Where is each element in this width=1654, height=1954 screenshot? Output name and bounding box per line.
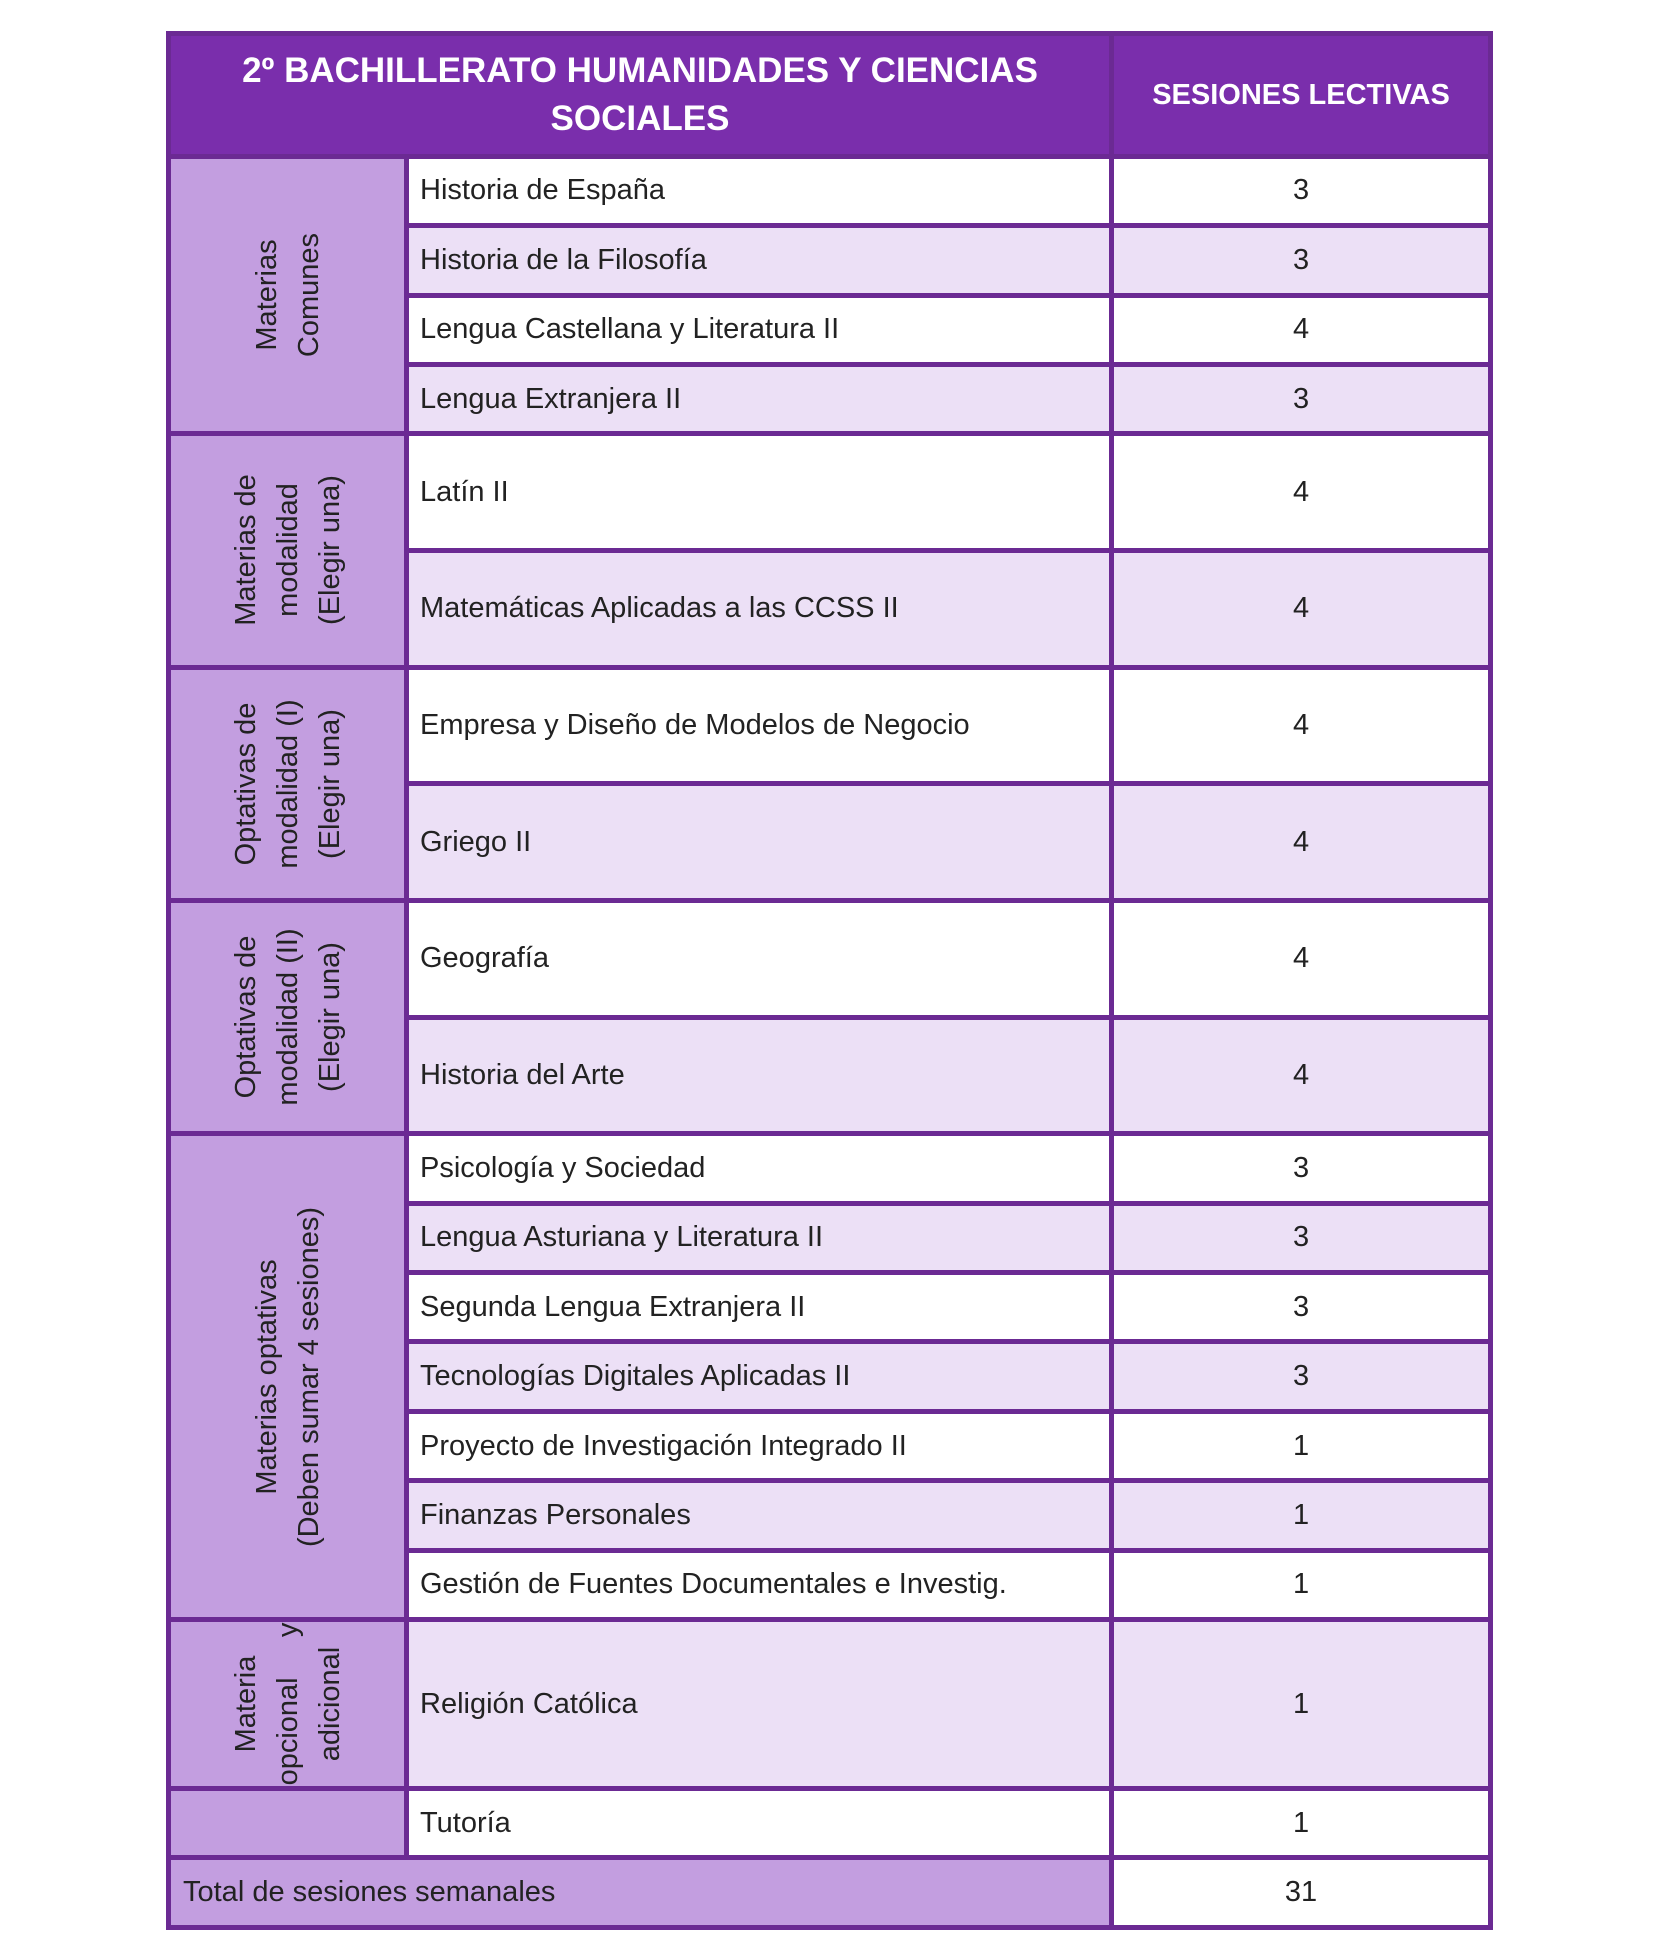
category-line: modalidad (II) — [271, 928, 304, 1106]
table-header-row — [171, 36, 1488, 154]
category-optativas-modalidad-2 — [171, 903, 404, 1131]
total-row — [171, 1860, 1488, 1925]
total-value: 31 — [1114, 1860, 1488, 1925]
session-count: 1 — [1114, 1553, 1488, 1617]
subject-name: Matemáticas Aplicadas a las CCSS II — [409, 553, 1109, 665]
category-line: Materias — [250, 239, 283, 351]
table-row — [171, 1791, 1488, 1855]
subject-name: Lengua Extranjera II — [409, 367, 1109, 431]
session-count: 3 — [1114, 228, 1488, 292]
subject-name: Finanzas Personales — [409, 1483, 1109, 1547]
category-line: adicional — [313, 1646, 346, 1762]
session-count: 1 — [1114, 1791, 1488, 1855]
subject-name: Historia del Arte — [409, 1020, 1109, 1132]
subject-name: Empresa y Diseño de Modelos de Negocio — [409, 670, 1109, 782]
category-line: Optativas de — [229, 702, 262, 866]
session-count: 4 — [1114, 298, 1488, 362]
table-row — [171, 670, 1488, 782]
session-count: 3 — [1114, 1206, 1488, 1270]
category-materias-comunes — [171, 159, 404, 432]
session-count: 1 — [1114, 1622, 1488, 1786]
category-line: modalidad (I) — [271, 699, 304, 869]
subject-name: Geografía — [409, 903, 1109, 1015]
session-count: 1 — [1114, 1414, 1488, 1478]
subject-name: Tecnologías Digitales Aplicadas II — [409, 1344, 1109, 1408]
session-count: 3 — [1114, 367, 1488, 431]
subject-name: Tutoría — [409, 1791, 1109, 1855]
category-materia-opcional — [171, 1622, 404, 1786]
subject-name: Psicología y Sociedad — [409, 1136, 1109, 1200]
session-count: 3 — [1114, 1275, 1488, 1339]
total-label: Total de sesiones semanales — [171, 1860, 1109, 1925]
schedule-table — [166, 31, 1493, 1930]
subject-name: Religión Católica — [409, 1622, 1109, 1786]
subject-name: Lengua Asturiana y Literatura II — [409, 1206, 1109, 1270]
category-line: modalidad — [271, 483, 304, 618]
table-title-line-2: SOCIALES — [550, 98, 730, 138]
session-count: 4 — [1114, 553, 1488, 665]
category-materias-modalidad — [171, 436, 404, 664]
category-line: (Elegir una) — [313, 942, 346, 1093]
session-count: 3 — [1114, 1344, 1488, 1408]
table-row — [171, 903, 1488, 1015]
session-count: 3 — [1114, 159, 1488, 223]
category-line: (Elegir una) — [313, 475, 346, 626]
table-row — [171, 1136, 1488, 1200]
subject-name: Latín II — [409, 436, 1109, 548]
table-title-line-1: 2º BACHILLERATO HUMANIDADES Y CIENCIAS — [242, 50, 1038, 90]
session-count: 4 — [1114, 786, 1488, 898]
session-count: 4 — [1114, 1020, 1488, 1132]
table-row — [171, 436, 1488, 548]
session-count: 4 — [1114, 436, 1488, 548]
category-line: opcional y — [271, 1622, 304, 1786]
category-optativas-modalidad-1 — [171, 670, 404, 898]
subject-name: Proyecto de Investigación Integrado II — [409, 1414, 1109, 1478]
session-count: 4 — [1114, 670, 1488, 782]
category-line: (Elegir una) — [313, 708, 346, 859]
schedule-table-container — [166, 31, 1493, 1930]
table-title — [171, 36, 1109, 154]
category-materias-optativas — [171, 1136, 404, 1617]
session-count: 1 — [1114, 1483, 1488, 1547]
subject-name: Historia de la Filosofía — [409, 228, 1109, 292]
subject-name: Gestión de Fuentes Documentales e Investig. — [409, 1553, 1109, 1617]
subject-name: Historia de España — [409, 159, 1109, 223]
category-line: Materia — [229, 1655, 262, 1753]
session-count: 4 — [1114, 903, 1488, 1015]
subject-name: Griego II — [409, 786, 1109, 898]
subject-name: Lengua Castellana y Literatura II — [409, 298, 1109, 362]
category-line: Optativas de — [229, 935, 262, 1099]
category-line: (Deben sumar 4 sesiones) — [292, 1206, 325, 1547]
table-row — [171, 159, 1488, 223]
session-count: 3 — [1114, 1136, 1488, 1200]
category-empty — [171, 1791, 404, 1855]
table-row — [171, 1622, 1488, 1786]
category-line: Materias optativas — [250, 1259, 283, 1495]
category-line: Comunes — [292, 232, 325, 358]
subject-name: Segunda Lengua Extranjera II — [409, 1275, 1109, 1339]
category-line: Materias de — [229, 474, 262, 627]
sessions-column-header: SESIONES LECTIVAS — [1114, 36, 1488, 154]
